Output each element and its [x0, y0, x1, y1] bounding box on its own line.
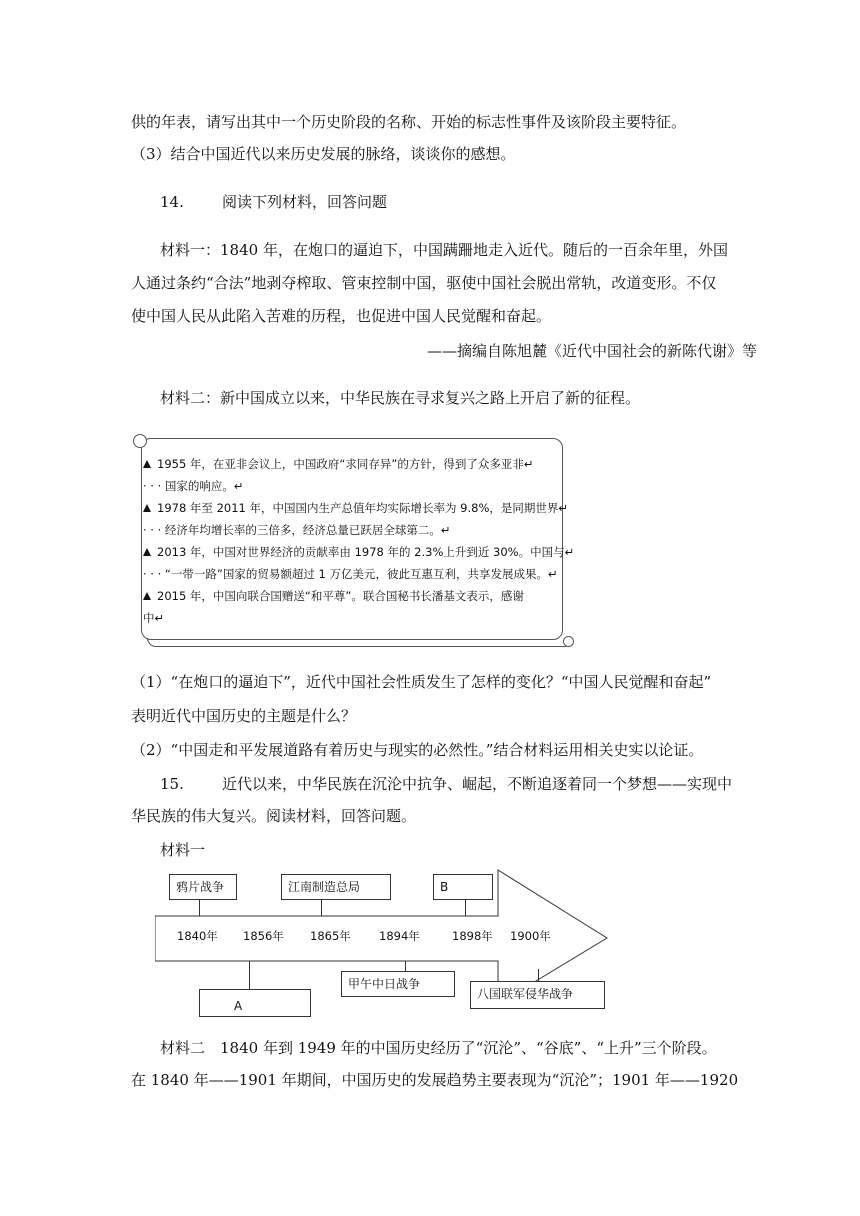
event-text: 1978 年至 2011 年，中国国内生产总值年均实际增长率为 9.8%，是同期世界↵ [157, 501, 569, 515]
event-1955 [143, 456, 533, 472]
material-2: 材料二：新中国成立以来，中华民族在寻求复兴之路上开启了新的征程。 [160, 389, 641, 407]
connector-line [405, 961, 406, 971]
timeline-diagram [155, 866, 615, 1026]
triangle-bullet-icon [143, 592, 151, 600]
connector-line [199, 900, 200, 916]
question-2: （2）“中国走和平发展道路有着历史与现实的必然性。”结合材料运用相关史实以论证。 [131, 741, 704, 759]
material-15-2-line-1: 材料二 1840 年到 1949 年的中国历史经历了“沉沦”、“谷底”、“上升”三个阶段。 [160, 1039, 717, 1057]
year-label: 1856年 [243, 929, 284, 943]
triangle-bullet-icon [143, 504, 151, 512]
material-1-source: ——摘编自陈旭麓《近代中国社会的新陈代谢》等 [426, 342, 757, 360]
event-1978-cont: · · · 经济年均增长率的三倍多，经济总量已跃居全球第二。↵ [143, 523, 451, 537]
question-3: （3）结合中国近代以来历史发展的脉络，谈谈你的感想。 [131, 145, 516, 163]
event-box-jiangnan-arsenal: 江南制造总局 [281, 874, 391, 900]
material-15-1-label: 材料一 [160, 841, 206, 859]
question-15-line-2: 华民族的伟大复兴。阅读材料，回答问题。 [131, 807, 417, 825]
question-14-number: 14. [160, 193, 184, 211]
scroll-curl-icon [133, 434, 147, 448]
event-text: 2015 年，中国向联合国赠送“和平尊”。联合国秘书长潘基文表示，感谢 [157, 589, 524, 603]
material-1-line-3: 使中国人民从此陷入苦难的历程，也促进中国人民觉醒和奋起。 [131, 307, 552, 325]
question-1-cont: 表明近代中国历史的主题是什么？ [131, 707, 357, 725]
year-label: 1900年 [510, 929, 551, 943]
year-label: 1898年 [452, 929, 493, 943]
triangle-bullet-icon [143, 460, 151, 468]
year-label: 1894年 [379, 929, 420, 943]
event-box-sino-japanese-war: 甲午中日战争 [341, 971, 455, 997]
material-15-2-line-2: 在 1840 年——1901 年期间，中国历史的发展趋势主要表现为“沉沦”；1901 年——1920 [131, 1071, 739, 1089]
question-14-prompt: 阅读下列材料，回答问题 [222, 193, 388, 211]
event-box-eight-nation-alliance: 八国联军侵华战争 [470, 981, 605, 1009]
year-label: 1840年 [177, 929, 218, 943]
event-box-b: B [433, 874, 493, 900]
scroll-box [133, 434, 573, 650]
event-2015-cont: 中↵ [143, 611, 165, 625]
event-1955-cont: · · · 国家的响应。↵ [143, 479, 244, 493]
event-2013 [143, 544, 574, 560]
event-2015 [143, 588, 524, 604]
scroll-curl-icon [563, 636, 574, 647]
event-text: 1955 年，在亚非会议上，中国政府“求同存异”的方针，得到了众多亚非↵ [157, 457, 534, 471]
material-1-line-1: 材料一：1840 年，在炮口的逼迫下，中国蹒跚地走入近代。随后的一百余年里，外国 [160, 241, 728, 259]
event-2013-cont: · · · “一带一路”国家的贸易额超过 1 万亿美元，彼此互惠互利，共享发展成果。↵ [143, 567, 558, 581]
connector-line [249, 961, 250, 989]
event-box-opium-war: 鸦片战争 [169, 874, 237, 900]
triangle-bullet-icon [143, 548, 151, 556]
event-1978 [143, 500, 568, 516]
question-1: （1）“在炮口的逼迫下”，近代中国社会性质发生了怎样的变化？“中国人民觉醒和奋起” [131, 673, 712, 691]
connector-line [321, 900, 322, 916]
connector-line [538, 969, 539, 981]
event-text: 2013 年，中国对世界经济的贡献率由 1978 年的 2.3%上升到近 30%。中国与↵ [157, 545, 575, 559]
material-1-line-2: 人通过条约“合法”地剥夺榨取、管束控制中国，驱使中国社会脱出常轨，改道变形。不仅 [131, 274, 717, 292]
scroll-bottom-roll [147, 638, 573, 647]
event-box-a: A [199, 989, 311, 1017]
text-line: 供的年表，请写出其中一个历史阶段的名称、开始的标志性事件及该阶段主要特征。 [131, 113, 687, 131]
year-label: 1865年 [310, 929, 351, 943]
question-15-number: 15. [160, 775, 184, 793]
question-15-line-1: 近代以来，中华民族在沉沦中抗争、崛起，不断追逐着同一个梦想——实现中 [222, 775, 733, 793]
connector-line [465, 900, 466, 916]
